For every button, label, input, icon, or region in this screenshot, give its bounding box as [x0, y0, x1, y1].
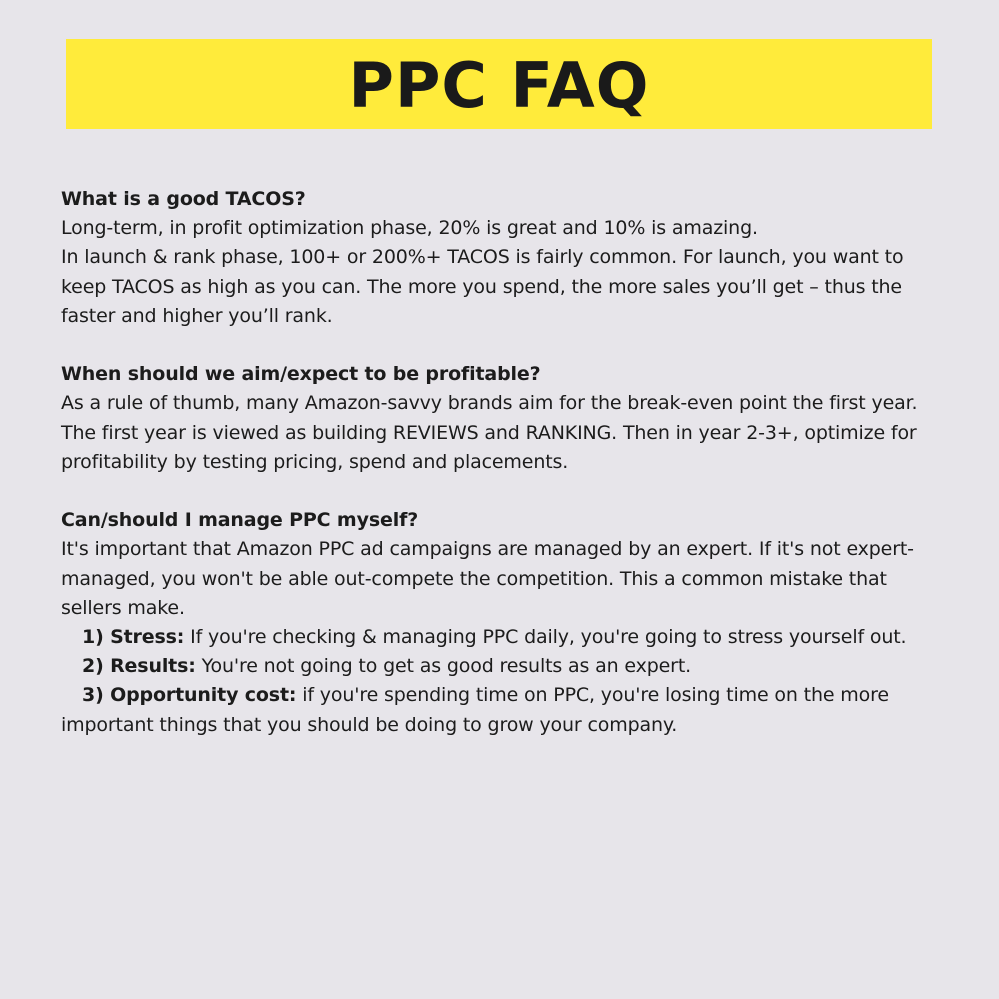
faq-answer: As a rule of thumb, many Amazon-savvy brands aim for the break-even point the first year. The first year is viewed as building REVIEWS and RANKING. Then in year 2-3+, optimize for profitability by testing pricing, spend and placements. — [61, 392, 918, 473]
faq-content — [61, 185, 931, 769]
faq-point-results — [61, 652, 931, 681]
faq-question: Can/should I manage PPC myself? — [61, 509, 419, 532]
faq-point-text: If you're checking & managing PPC daily, you're going to stress yourself out. — [190, 626, 907, 649]
faq-point-text: if you're spending time on PPC, you're losing time on the more important things that you should be doing to grow your company. — [61, 684, 889, 736]
faq-answer: In launch & rank phase, 100+ or 200%+ TACOS is fairly common. For launch, you want to keep TACOS as high as you can. The more you spend, the more sales you’ll get – thus the faster and higher you’ll rank. — [61, 246, 904, 327]
faq-answer: It's important that Amazon PPC ad campaigns are managed by an expert. If it's not expert-managed, you won't be able out-compete the competition. This a common mistake that sellers make. — [61, 538, 914, 619]
faq-point-label: 2) Results: — [82, 655, 196, 678]
faq-item-manage-ppc — [61, 506, 931, 740]
page-title: PPC FAQ — [348, 49, 650, 122]
faq-point-stress — [61, 623, 931, 652]
faq-question: When should we aim/expect to be profitable? — [61, 363, 541, 386]
faq-question: What is a good TACOS? — [61, 188, 306, 210]
faq-item-profitability — [61, 360, 931, 477]
faq-point-text: You're not going to get as good results as an expert. — [201, 655, 692, 678]
faq-point-label: 3) Opportunity cost: — [82, 684, 297, 707]
faq-answer: Long-term, in profit optimization phase, 20% is great and 10% is amazing. — [61, 217, 758, 240]
faq-point-opportunity-cost — [61, 681, 931, 739]
title-banner — [66, 39, 932, 129]
faq-point-label: 1) Stress: — [82, 626, 185, 649]
faq-item-tacos — [61, 185, 931, 331]
